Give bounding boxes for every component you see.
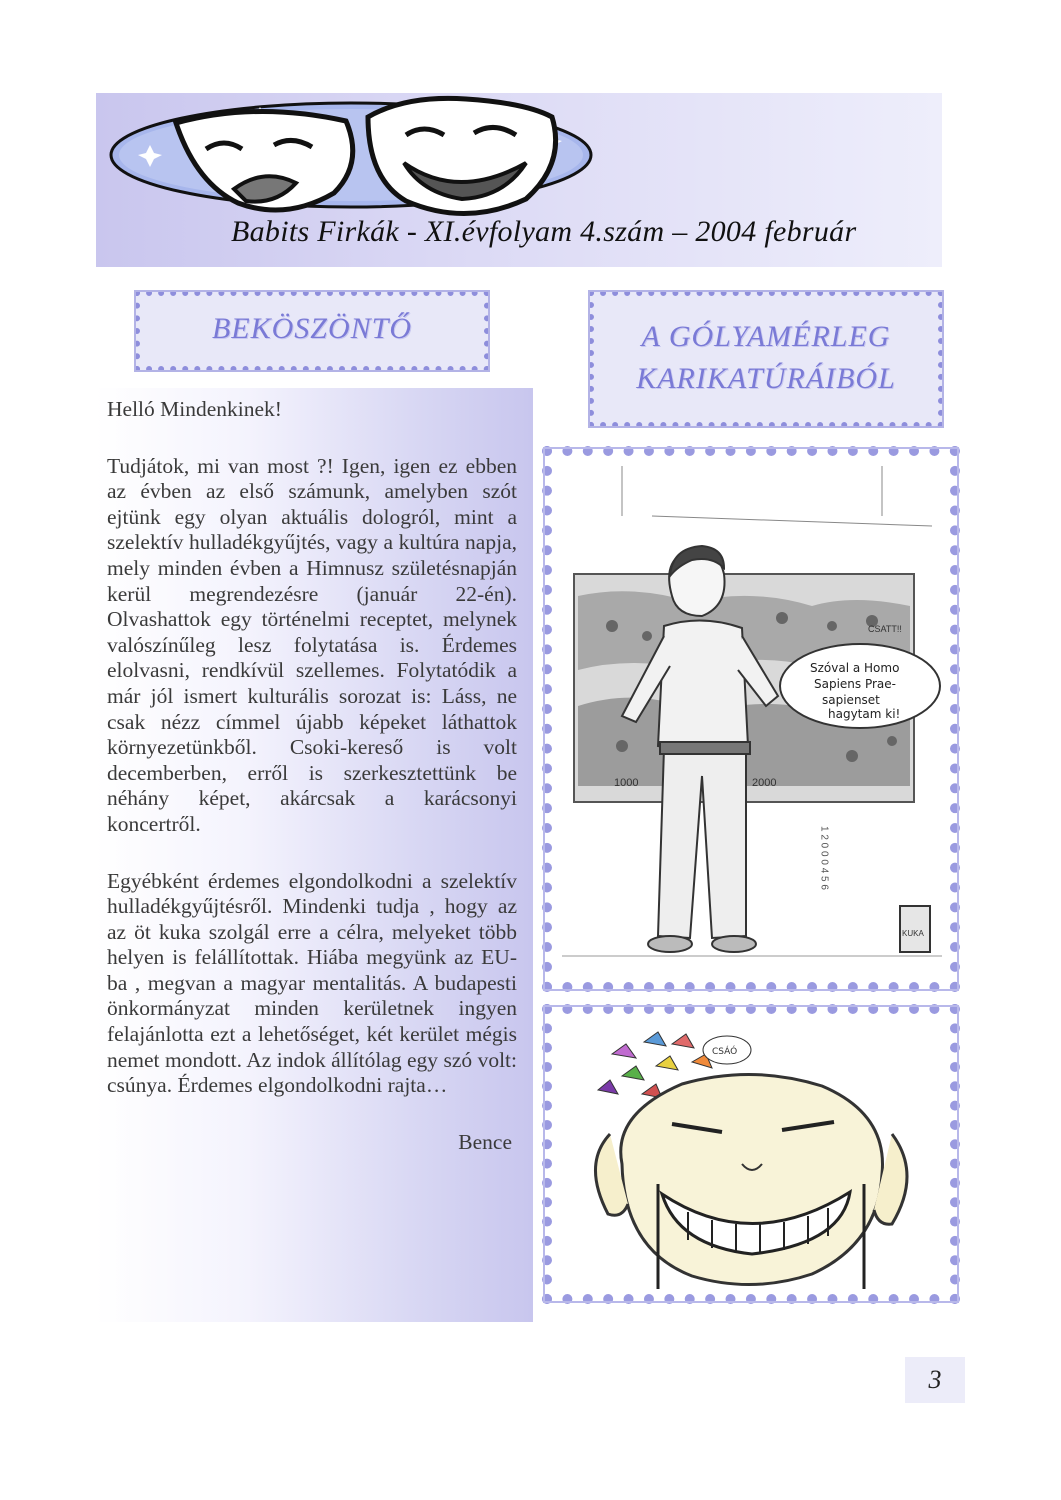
article-paragraph-2: Egyébként érdemes elgondolkodni a szelektív hulladékgyűjtésről. Mindenki tudja , hogy az az öt kuka szolgál erre a célra, melyeket több helyen is felállítottak. Hiába megyünk az EU-ba , megvan a magyar mentalitás. A budapesti önkormányzat minden kerületnek ingyen felajánlotta ezt a lehetőséget, két kerület mégis nemet mondott. Az indok állítólag egy szó volt: csúnya. Érdemes elgondolkodni rajta… [107,868,517,1098]
cartoon-title-line2: KARIKATÚRÁIBÓL [636,362,896,395]
theatre-masks-icon [106,93,606,223]
year-right: 2000 [752,777,777,789]
page-number: 3 [905,1357,965,1403]
header-title: Babits Firkák - XI.évfolyam 4.szám – 2004 február [231,215,857,248]
cartoon-frame-1 [542,446,960,992]
cartoon-title-box [588,290,944,428]
cartoon-title-line1: A GÓLYAMÉRLEG [641,320,891,353]
wall-text: CSATT!! [868,624,902,634]
greeting-title-box [134,290,490,372]
article-signature: Bence [458,1129,512,1154]
caveman-cartoon-drawing [552,456,950,982]
article-body [107,388,517,1155]
cartoon-frame-2 [542,1004,960,1304]
cartoon1-speech: Szóval a Homo Sapiens Prae- sapienset hagytam ki! [810,661,901,721]
article-column [95,388,533,1322]
cartoon2-speech: CSÁÓ [712,1047,738,1057]
year-left: 1000 [614,777,639,789]
article-paragraph-1: Tudjátok, mi van most ?! Igen, igen ez ebben az évben az első számunk, amelyben szót ejtünk egy olyan aktuális dologról, mint a szelektív hulladékgyűjtés, vagy a kultúra napja, mely minden évben a Himnusz születésnapján kerül megrendezésre (január 22-én). Olvashattok egy történelmi receptet, melynek valószínűleg lesz folytatása is. Érdemes elolvasni, rendkívül szellemes. Folytatódik a már jól ismert kulturális sorozat is: Láss, ne csak nézz címmel újabb képeket láthattok környezetünkből. Csoki-kereső is volt decemberben, erről is szerkesztettünk be néhány képet, akárcsak a karácsonyi koncertről. [107,453,517,836]
header-banner [96,93,942,267]
bin-label: KUKA [902,929,924,938]
article-greeting: Helló Mindenkinek! [107,397,282,421]
drip-numbers: 1 2 0 0 0 4 5 6 [818,826,830,890]
big-grin-cartoon-drawing [552,1014,950,1294]
greeting-title: BEKÖSZÖNTŐ [211,312,413,345]
